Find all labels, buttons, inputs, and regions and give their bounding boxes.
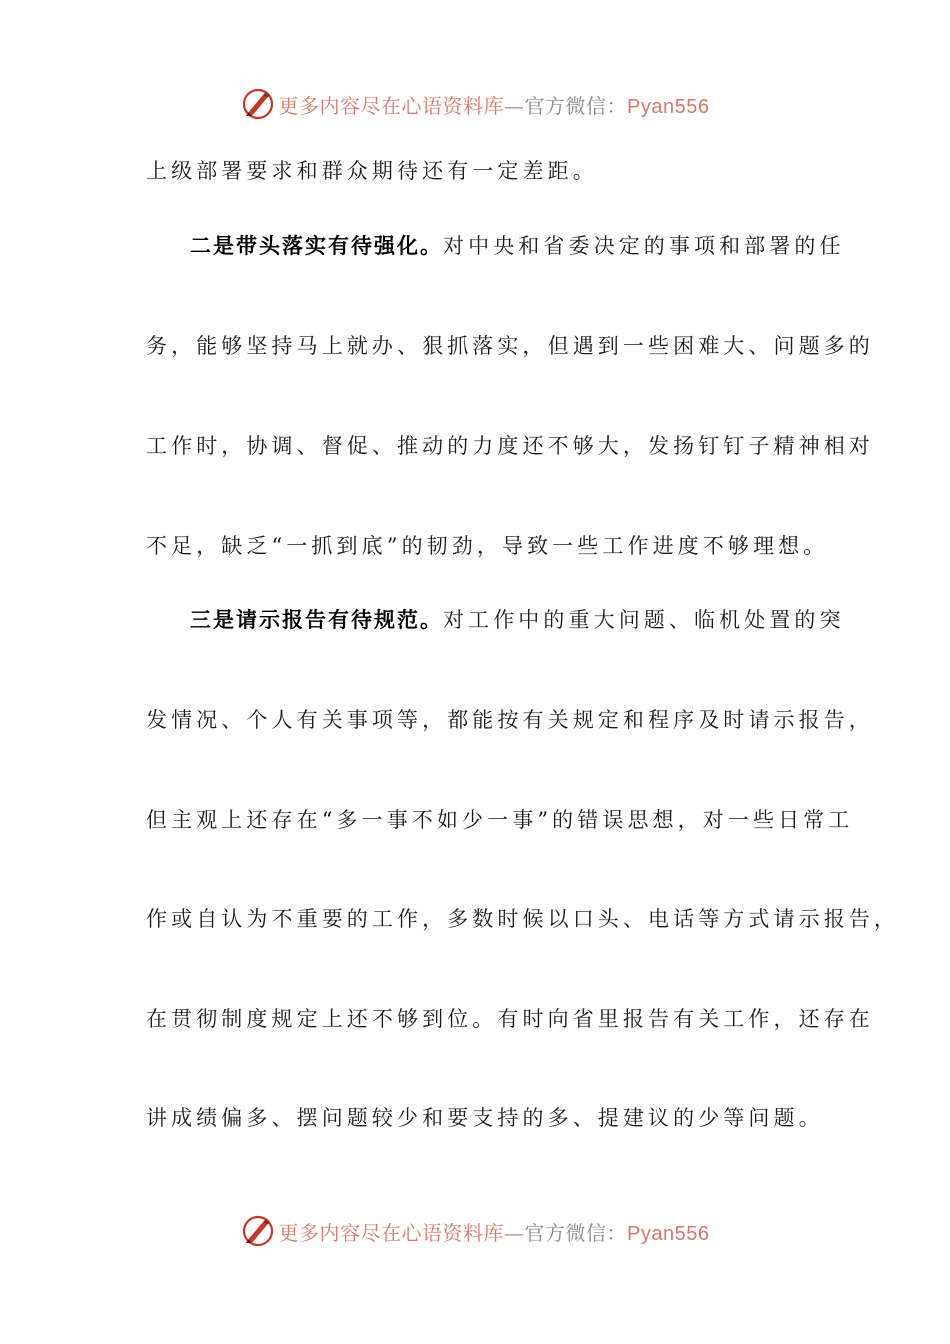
watermark-id: Pyan556 <box>627 1222 710 1245</box>
paragraph-heading: 三是请示报告有待规范。 <box>190 608 443 632</box>
watermark-brand: 更多内容尽在心语资料库 <box>278 93 505 118</box>
paragraph-line: 讲成绩偏多、摆问题较少和要支持的多、提建议的少等问题。 <box>146 1106 824 1130</box>
watermark-official: 官方微信： <box>524 1220 628 1245</box>
watermark-id: Pyan556 <box>627 95 710 118</box>
footer-watermark <box>0 1211 950 1251</box>
paragraph-text: 对工作中的重大问题、临机处置的突 <box>443 608 845 632</box>
paragraph-line: 不足，缺乏“一抓到底”的韧劲，导致一些工作进度不够理想。 <box>146 534 829 558</box>
watermark-text <box>279 1217 710 1246</box>
paragraph-first-line <box>190 232 870 260</box>
paragraph-heading: 二是带头落实有待强化。 <box>190 234 443 258</box>
paragraph-line: 上级部署要求和群众期待还有一定差距。 <box>146 159 598 183</box>
paragraph-line: 但主观上还存在“多一事不如少一事”的错误思想，对一些日常工 <box>146 808 854 832</box>
paragraph-line: 作或自认为不重要的工作，多数时候以口头、电话等方式请示报告， <box>146 907 899 931</box>
watermark-text <box>279 90 710 119</box>
header-watermark <box>0 84 950 124</box>
pen-circle-logo-icon <box>241 1214 275 1248</box>
paragraph-line: 发情况、个人有关事项等，都能按有关规定和程序及时请示报告， <box>146 708 874 732</box>
watermark-dash: — <box>504 1220 525 1245</box>
paragraph-first-line <box>190 606 870 634</box>
paragraph-text: 对中央和省委决定的事项和部署的任 <box>443 234 845 258</box>
paragraph-line: 工作时，协调、督促、推动的力度还不够大，发扬钉钉子精神相对 <box>146 434 874 458</box>
paragraph-line: 在贯彻制度规定上还不够到位。有时向省里报告有关工作，还存在 <box>146 1007 874 1031</box>
paragraph-line: 务，能够坚持马上就办、狠抓落实，但遇到一些困难大、问题多的 <box>146 334 874 358</box>
watermark-dash: — <box>504 93 525 118</box>
watermark-brand: 更多内容尽在心语资料库 <box>278 1220 505 1245</box>
watermark-official: 官方微信： <box>524 93 628 118</box>
pen-circle-logo-icon <box>241 87 275 121</box>
